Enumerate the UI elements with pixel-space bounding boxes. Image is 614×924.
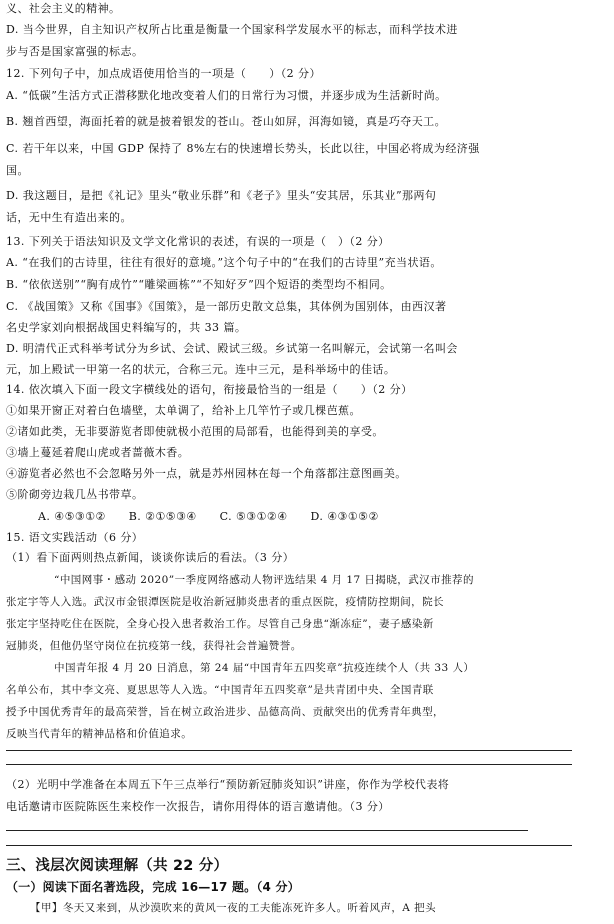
answer-line bbox=[6, 764, 572, 765]
question-12-option-a: A. “低碳”生活方式正潜移默化地改变着人们的日常行为习惯，并逐步成为生活新时尚。 bbox=[6, 89, 447, 102]
text-line: D. 当今世界，自主知识产权所占比重是衡量一个国家科学发展水平的标志，而科学技术进 bbox=[6, 23, 458, 36]
question-12-option-c-cont: 国。 bbox=[6, 164, 29, 177]
news-paragraph-2: 中国青年报 4 月 20 日消息，第 24 届“中国青年五四奖章”抗疫连续个人（共 33 人） bbox=[54, 662, 475, 674]
question-15-part-2: （2）光明中学准备在本周五下午三点举行“预防新冠肺炎知识”讲座，你作为学校代表将 bbox=[6, 778, 450, 791]
question-13-option-b: B. “依依送别”“胸有成竹”“雕梁画栋”“不知好歹”四个短语的类型均不相同。 bbox=[6, 278, 392, 291]
news-paragraph-1-line: 冠肺炎，但他仍坚守岗位在抗疫第一线，获得社会普遍赞誉。 bbox=[6, 640, 302, 652]
question-15-part-2-cont: 电话邀请市医院陈医生来校作一次报告，请你用得体的语言邀请他。（3 分） bbox=[6, 800, 390, 813]
question-12-option-d-cont: 话，无中生有造出来的。 bbox=[6, 211, 132, 224]
question-13-stem: 13. 下列关于语法知识及文学文化常识的表述，有误的一项是（ ）（2 分） bbox=[6, 235, 390, 248]
section-three-heading: 三、浅层次阅读理解（共 22 分） bbox=[6, 858, 229, 874]
text-line: 义、社会主义的精神。 bbox=[6, 2, 121, 15]
question-12-stem: 12. 下列句子中，加点成语使用恰当的一项是（ ）（2 分） bbox=[6, 67, 321, 80]
question-14-sentence-1: ①如果开窗正对着白色墙壁，太单调了，给补上几竿竹子或几棵芭蕉。 bbox=[6, 404, 361, 417]
news-paragraph-2-line: 授予中国优秀青年的最高荣誉，旨在树立政治进步、品德高尚、贡献突出的优秀青年典型， bbox=[6, 706, 444, 718]
question-14-sentence-4: ④游览者必然也不会忽略另外一点，就是苏州园林在每一个角落都注意图画美。 bbox=[6, 467, 407, 480]
question-12-option-d: D. 我这题目，是把《礼记》里头“敬业乐群”和《老子》里头“安其居，乐其业”那两句 bbox=[6, 189, 437, 202]
question-14-stem: 14. 依次填入下面一段文字横线处的语句，衔接最恰当的一组是（ ）（2 分） bbox=[6, 383, 413, 396]
question-15-stem: 15. 语文实践活动（6 分） bbox=[6, 531, 144, 544]
answer-line bbox=[6, 845, 572, 846]
question-14-sentence-2: ②诸如此类，无非要游览者即使就极小范围的局部看，也能得到美的享受。 bbox=[6, 425, 384, 438]
question-15-part-1: （1）看下面两则热点新闻，谈谈你读后的看法。（3 分） bbox=[6, 551, 295, 564]
question-14-options: A. ④⑤③①② B. ②①⑤③④ C. ⑤③①②④ D. ④③①⑤② bbox=[38, 510, 379, 523]
news-paragraph-1: “中国网事・感动 2020”一季度网络感动人物评选结果 4 月 17 日揭晓，武汉市推荐的 bbox=[54, 574, 474, 586]
reading-passage-line: 【甲】冬天又来到，从沙漠吹来的黄风一夜的工夫能冻死许多人。听着风声，A 把头 bbox=[30, 902, 437, 914]
news-paragraph-2-line: 反映当代青年的精神品格和价值追求。 bbox=[6, 728, 193, 740]
question-14-sentence-3: ③墙上蔓延着爬山虎或者蔷薇木香。 bbox=[6, 446, 190, 459]
question-12-option-b: B. 翘首西望，海面托着的就是披着银发的苍山。苍山如屏，洱海如镜，真是巧夺天工。 bbox=[6, 115, 447, 128]
news-paragraph-1-line: 张定宇坚持吃住在医院，全身心投入患者救治工作。尽管自己身患“渐冻症”，妻子感染新 bbox=[6, 618, 434, 630]
answer-line bbox=[6, 830, 528, 831]
reading-subsection-heading: （一）阅读下面名著选段，完成 16—17 题。（4 分） bbox=[6, 880, 300, 894]
question-13-option-d-cont: 元，加上殿试一甲第一名的状元，合称三元。连中三元，是科举场中的佳话。 bbox=[6, 363, 396, 376]
question-13-option-a: A. “在我们的古诗里，往往有很好的意境。”这个句子中的“在我们的古诗里”充当状语。 bbox=[6, 256, 442, 269]
answer-line bbox=[6, 750, 572, 751]
question-13-option-d: D. 明清代正式科举考试分为乡试、会试、殿试三级。乡试第一名叫解元，会试第一名叫会 bbox=[6, 342, 458, 355]
question-13-option-c-cont: 名史学家刘向根据战国史料编写的，共 33 篇。 bbox=[6, 321, 247, 334]
news-paragraph-2-line: 名单公布，其中李文亮、夏思思等人入选。“中国青年五四奖章”是共青团中央、全国青联 bbox=[6, 684, 434, 696]
question-14-sentence-5: ⑤阶砌旁边栽几丛书带草。 bbox=[6, 488, 144, 501]
question-12-option-c: C. 若干年以来，中国 GDP 保持了 8%左右的快速增长势头，长此以往，中国必将成为经济强 bbox=[6, 142, 480, 155]
text-line: 步与否是国家富强的标志。 bbox=[6, 45, 144, 58]
question-13-option-c: C. 《战国策》又称《国事》《国策》，是一部历史散文总集，其体例为国别体，由西汉著 bbox=[6, 300, 447, 313]
news-paragraph-1-line: 张定宇等人入选。武汉市金银潭医院是收治新冠肺炎患者的重点医院，疫情防控期间，院长 bbox=[6, 596, 444, 608]
